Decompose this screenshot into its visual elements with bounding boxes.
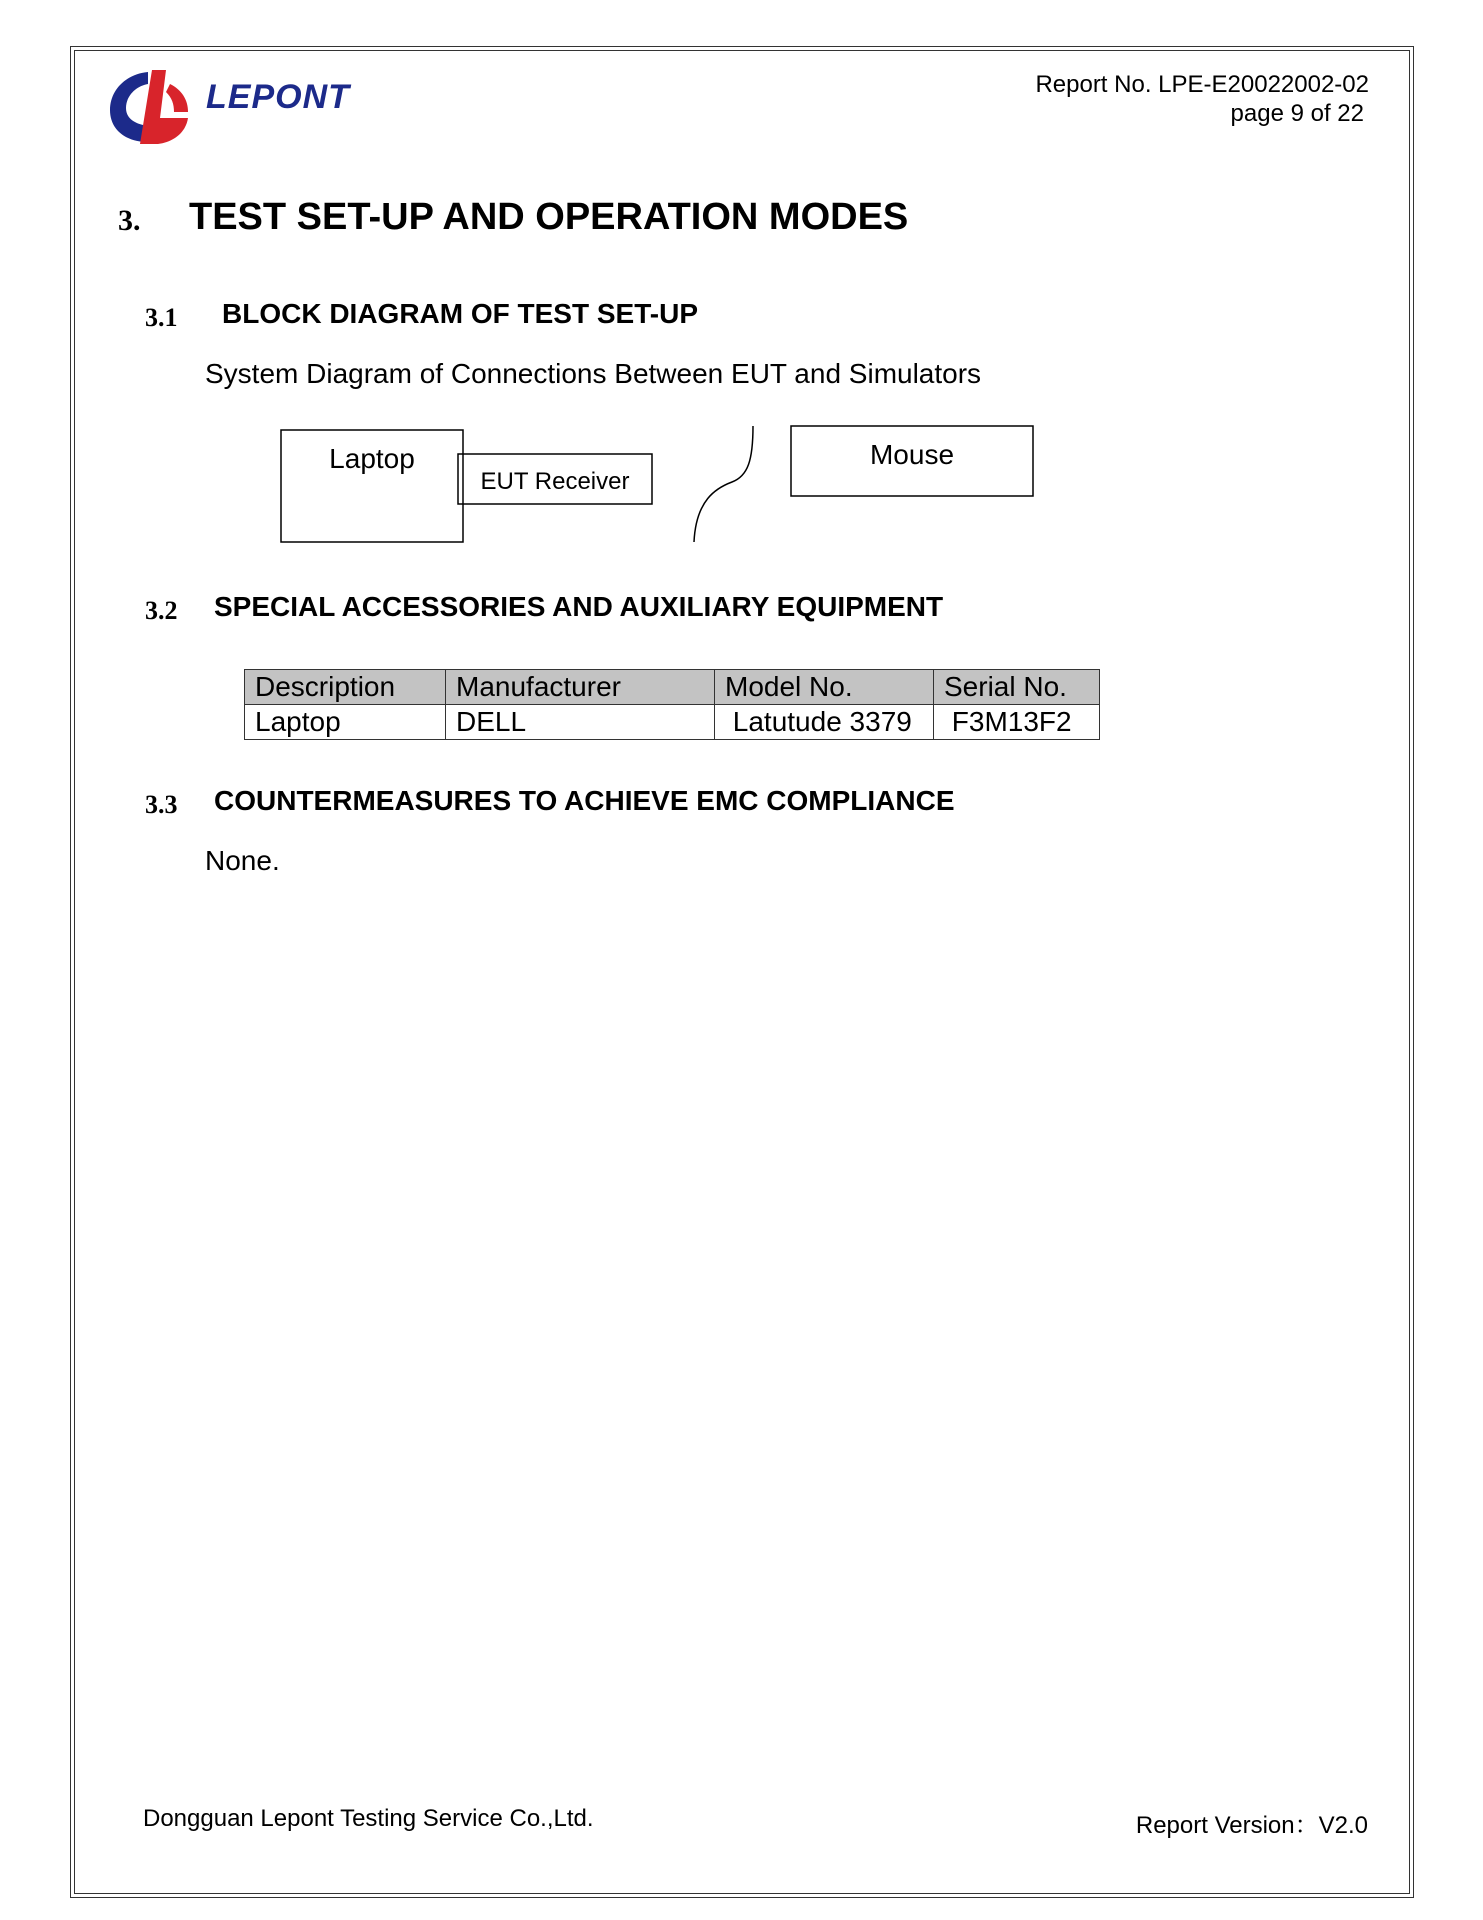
cell-manufacturer: DELL bbox=[446, 705, 715, 740]
svg-text:LEPONT: LEPONT bbox=[206, 78, 350, 116]
diagram-caption: System Diagram of Connections Between EUT and Simulators bbox=[205, 358, 982, 389]
section-3-title: TEST SET-UP AND OPERATION MODES bbox=[189, 196, 909, 238]
section-3-1-title: BLOCK DIAGRAM OF TEST SET-UP bbox=[222, 298, 698, 329]
lepont-logo bbox=[108, 66, 408, 146]
column-header-serial: Serial No. bbox=[934, 670, 1100, 705]
column-header-model: Model No. bbox=[715, 670, 934, 705]
footer-company: Dongguan Lepont Testing Service Co.,Ltd. bbox=[143, 1805, 594, 1832]
column-header-manufacturer: Manufacturer bbox=[446, 670, 715, 705]
section-3-3-number: 3.3 bbox=[145, 790, 178, 819]
report-number: Report No. LPE-E20022002-02 bbox=[1035, 71, 1369, 98]
countermeasures-text: None. bbox=[205, 845, 280, 876]
column-header-description: Description bbox=[245, 670, 446, 705]
footer-version: Report Version：V2.0 bbox=[1135, 1812, 1368, 1839]
section-3-number: 3. bbox=[118, 204, 141, 237]
section-3-1-number: 3.1 bbox=[145, 303, 178, 332]
cell-serial: F3M13F2 bbox=[934, 705, 1100, 740]
equipment-table bbox=[244, 669, 1100, 740]
eut-receiver-label: EUT Receiver bbox=[480, 468, 630, 495]
block-diagram bbox=[270, 420, 1050, 550]
table-header-row bbox=[245, 670, 1100, 705]
section-3-2-title: SPECIAL ACCESSORIES AND AUXILIARY EQUIPMENT bbox=[214, 591, 944, 622]
mouse-label: Mouse bbox=[869, 439, 955, 470]
section-3-2-number: 3.2 bbox=[145, 596, 178, 625]
laptop-label: Laptop bbox=[329, 443, 415, 474]
table-row bbox=[245, 705, 1100, 740]
cell-description: Laptop bbox=[245, 705, 446, 740]
section-3-3-title: COUNTERMEASURES TO ACHIEVE EMC COMPLIANCE bbox=[214, 785, 955, 816]
page-number: page 9 of 22 bbox=[1230, 100, 1364, 127]
wireless-link-curve bbox=[694, 426, 753, 542]
cell-model: Latutude 3379 bbox=[715, 705, 934, 740]
